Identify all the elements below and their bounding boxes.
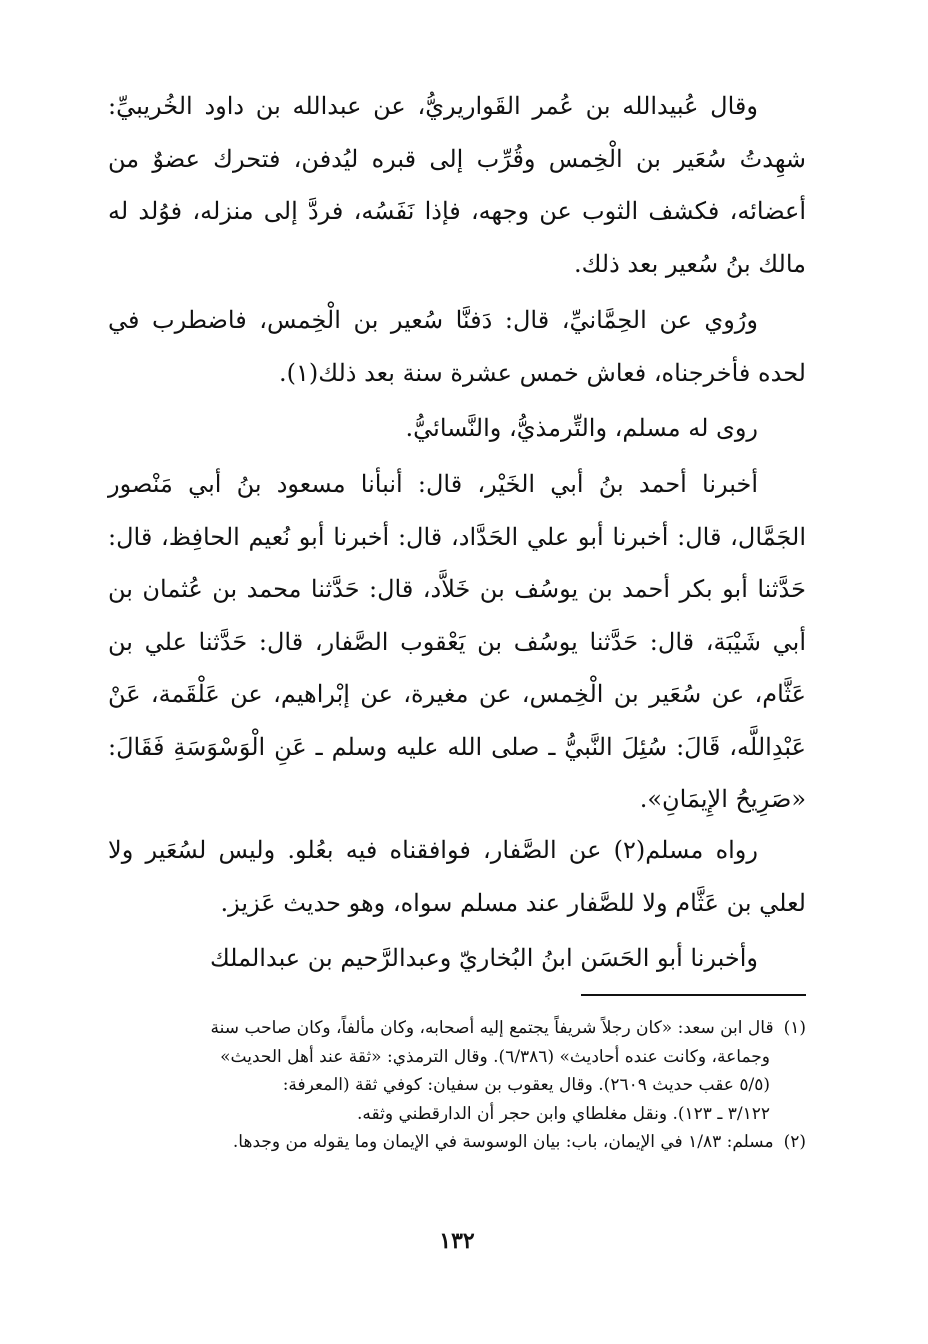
footnote-text: مسلم: ١/٨٣ في الإيمان، باب: بيان الوسوسة في الإيمان وما يقوله من وجدها. xyxy=(232,1132,774,1152)
footnote-line: وجماعة، وكانت عنده أحاديث» (٦/٣٨٦). وقال الترمذي: «ثقة عند أهل الحديث» xyxy=(220,1046,770,1067)
paragraph-6: وأخبرنا أبو الحَسَن ابنُ البُخاريّ وعبدالرَّحيم بن عبدالملك xyxy=(209,944,758,972)
paragraph-2: ورُوي عن الحِمَّانيِّ، قال: دَفنَّا سُعير بن الْخِمس، فاضطرب في لحده فأخرجناه، فعاش خمس عشرة سنة بعد ذلك(١). xyxy=(108,306,806,387)
footnote-line xyxy=(108,1128,806,1157)
footnotes xyxy=(108,1014,806,1157)
footnote-line xyxy=(108,1014,806,1043)
footnote-marker: (٢) xyxy=(783,1132,806,1152)
paragraph-3: روى له مسلم، والتِّرمذيُّ، والنَّسائيُّ. xyxy=(405,414,758,442)
footnote-line: ٣/١٢٢ ـ ١٢٣). ونقل مغلطاي وابن حجر أن الدارقطني وثقه. xyxy=(357,1103,770,1124)
paragraph-5: رواه مسلم(٢) عن الصَّفار، فوافقناه فيه بعُلو. وليس لسُعَير ولا لعلي بن عَثَّام ولا للصَّفار عند مسلم سواه، وهو حديث عَزيز. xyxy=(108,836,806,917)
footnote-line: (٥/٥ عقب حديث ٢٦٠٩). وقال يعقوب بن سفيان: كوفي ثقة (المعرفة: xyxy=(282,1075,770,1095)
paragraph-4: أخبرنا أحمد بنُ أبي الخَيْر، قال: أنبأنا مسعود بنُ أبي مَنْصور الجَمَّال، قال: أخبرنا أبو علي الحَدَّاد، قال: أخبرنا أبو نُعيم الحافِظ، قال: حَدَّثنا أبو بكر أحمد بن يوسُف بن خَلاَّد، قال: حَدَّثنا محمد بن عُثمان بن أبي شَيْبَة، قال: حَدَّثنا يوسُف بن يَعْقوب الصَّفار، قال: حَدَّثنا علي بن عَثَّام، عن سُعَير بن الْخِمس، عن مغيرة، عن إبْراهيم، عن عَلْقَمة، عَنْ عَبْدِاللَّه، قَالَ: سُئِلَ النَّبيُّ ـ صلى الله عليه وسلم ـ عَنِ الْوَسْوَسَةِ فَقَالَ: «صَرِيحُ الإِيمَانِ». xyxy=(108,470,806,813)
footnote-2 xyxy=(108,1128,806,1157)
page-number: ١٣٢ xyxy=(439,1228,475,1254)
footnote-marker: (١) xyxy=(783,1018,806,1038)
book-page xyxy=(108,80,806,1280)
footnote-text: قال ابن سعد: «كان رجلاً شريفاً يجتمع إليه أصحابه، وكان مألفاً، وكان صاحب سنة xyxy=(210,1018,774,1038)
footnote-separator xyxy=(581,994,806,996)
footnote-1 xyxy=(108,1014,806,1128)
paragraph-1: وقال عُبيدالله بن عُمر القَواريريُّ، عن عبدالله بن داود الخُريبيِّ: شهِدتُ سُعَير بن الْخِمس وقُرِّب إلى قبره ليُدفن، فتحرك عضوٌ من أعضائه، فكشف الثوب عن وجهه، فإذا نَفَسُه، فردَّ إلى منزله، فوُلد له مالك بنُ سُعير بعد ذلك. xyxy=(108,92,806,278)
